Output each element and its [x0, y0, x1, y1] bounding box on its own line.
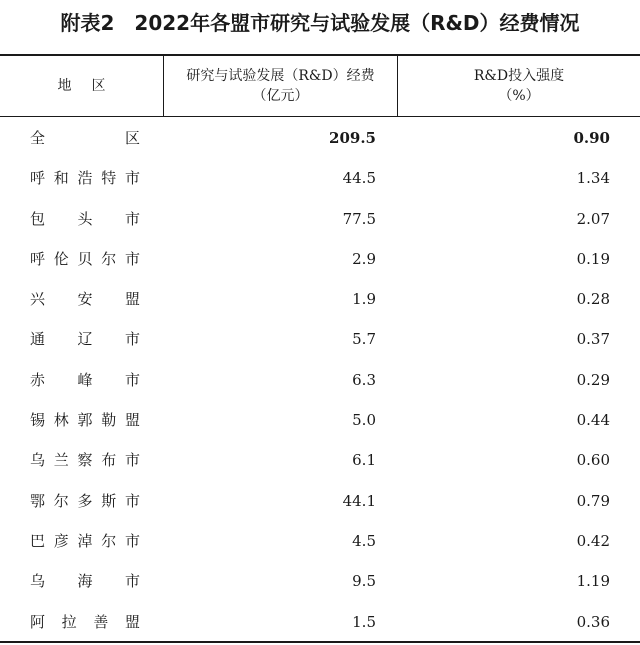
- table-row: [0, 481, 640, 521]
- table-body: [0, 118, 640, 642]
- intensity-value: 0.42: [576, 531, 610, 550]
- intensity-value: 0.44: [576, 411, 610, 430]
- expenditure-value: 44.1: [342, 491, 376, 510]
- expenditure-value: 5.7: [352, 330, 376, 349]
- region-name: 赤峰市: [30, 370, 140, 389]
- region-name: 兴安盟: [30, 290, 140, 309]
- region-name: 乌兰察布市: [30, 451, 140, 470]
- table-row: [0, 279, 640, 319]
- intensity-value: 0.37: [576, 330, 610, 349]
- table-row: [0, 561, 640, 601]
- intensity-value: 0.28: [576, 290, 610, 309]
- table-row: [0, 319, 640, 359]
- header-intensity-line2: （%）: [498, 88, 540, 104]
- expenditure-value: 209.5: [329, 129, 376, 147]
- expenditure-value: 5.0: [352, 411, 376, 430]
- expenditure-value: 44.5: [342, 169, 376, 188]
- region-name: 锡林郭勒盟: [30, 411, 140, 430]
- bottom-rule: [0, 641, 640, 643]
- table-row: [0, 400, 640, 440]
- expenditure-value: 77.5: [342, 209, 376, 228]
- expenditure-value: 1.5: [352, 612, 376, 631]
- expenditure-value: 6.3: [352, 370, 376, 389]
- intensity-value: 0.29: [576, 370, 610, 389]
- table-row: [0, 602, 640, 642]
- table-row: [0, 521, 640, 561]
- region-name: 呼和浩特市: [30, 169, 140, 188]
- region-name: 通辽市: [30, 330, 140, 349]
- intensity-value: 0.36: [576, 612, 610, 631]
- header-expenditure: [164, 56, 397, 116]
- intensity-value: 1.34: [576, 169, 610, 188]
- header-expenditure-line2: （亿元）: [252, 88, 309, 104]
- table-row-total: [0, 118, 640, 158]
- intensity-value: 0.90: [573, 129, 610, 147]
- header-region-label: 地区: [57, 78, 126, 94]
- intensity-value: 2.07: [576, 209, 610, 228]
- header-rule: [0, 116, 640, 117]
- table-row: [0, 360, 640, 400]
- header-intensity: [398, 56, 640, 116]
- header-region: [0, 56, 163, 116]
- expenditure-value: 6.1: [352, 451, 376, 470]
- intensity-value: 1.19: [576, 572, 610, 591]
- table-row: [0, 158, 640, 198]
- header-intensity-line1: R&D投入强度: [473, 68, 565, 84]
- table-title: 附表2 2022年各盟市研究与试验发展（R&D）经费情况: [60, 11, 580, 35]
- region-name: 包头市: [30, 209, 140, 228]
- table-row: [0, 199, 640, 239]
- region-name: 阿拉善盟: [30, 612, 140, 631]
- expenditure-value: 9.5: [352, 572, 376, 591]
- expenditure-value: 1.9: [352, 290, 376, 309]
- region-name: 乌海市: [30, 572, 140, 591]
- expenditure-value: 2.9: [352, 249, 376, 268]
- region-name: 呼伦贝尔市: [30, 249, 140, 268]
- region-name: 巴彦淖尔市: [30, 531, 140, 550]
- table-row: [0, 239, 640, 279]
- table-row: [0, 440, 640, 480]
- region-name: 全区: [30, 129, 140, 147]
- intensity-value: 0.79: [576, 491, 610, 510]
- expenditure-value: 4.5: [352, 531, 376, 550]
- header-expenditure-line1: 研究与试验发展（R&D）经费: [186, 68, 375, 84]
- intensity-value: 0.60: [576, 451, 610, 470]
- intensity-value: 0.19: [576, 249, 610, 268]
- region-name: 鄂尔多斯市: [30, 491, 140, 510]
